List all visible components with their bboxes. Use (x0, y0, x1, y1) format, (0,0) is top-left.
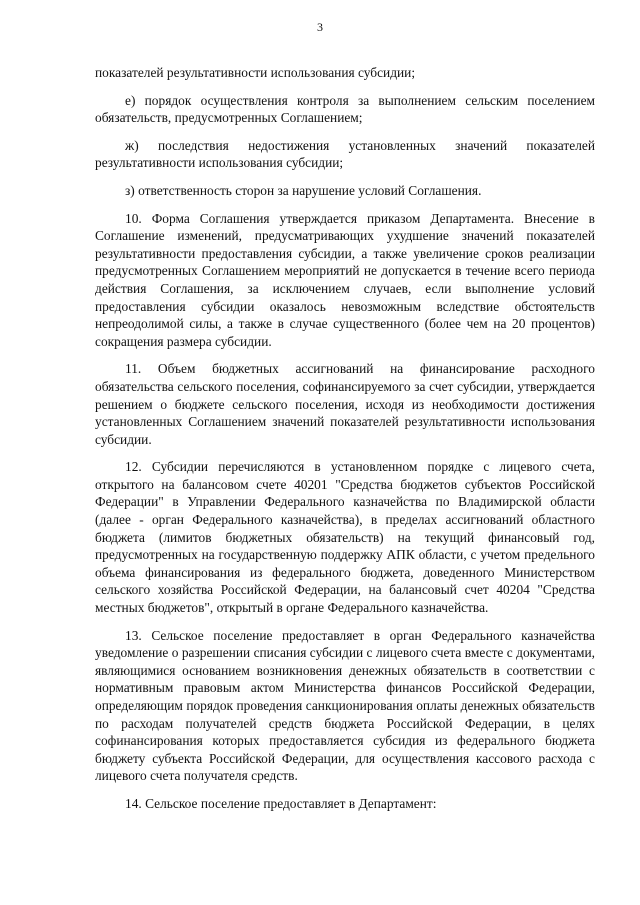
paragraph-12: 12. Субсидии перечисляются в установленном порядке с лицевого счета, открытого на балансовом счете 40201 "Средства бюджетов субъектов Российской Федерации" в Управлении Федерального казначейства по Владимирской области (далее - орган Федерального казначейства), в пределах ассигнований областного бюджета (лимитов бюджетных обязательств) на текущий финансовый год, предусмотренных на государственную поддержку АПК области, с учетом предельного объема финансирования из федерального бюджета, доведенного Министерством сельского хозяйства Российской Федерации, на балансовый счет 40204 "Средства местных бюджетов", открытый в органе Федерального казначейства. (95, 459, 595, 616)
document-body (95, 64, 595, 813)
paragraph-item-z: з) ответственность сторон за нарушение условий Соглашения. (125, 182, 482, 198)
paragraph-13: 13. Сельское поселение предоставляет в орган Федерального казначейства уведомление о разрешении списания субсидии с лицевого счета вместе с документами, являющимися основанием возникновения денежных обязательств в соответствии с нормативным правовым актом Министерства финансов Российской Федерации, определяющим порядок проведения санкционирования оплаты денежных обязательств по расходам получателей средств бюджета Российской Федерации, в целях софинансирования которых предоставляется субсидия из федерального бюджета бюджету субъекта Российской Федерации, для осуществления кассового расхода с лицевого счета получателя средств. (95, 627, 595, 784)
paragraph-continuation: показателей результативности использования субсидии; (95, 65, 416, 80)
paragraph-item-e: е) порядок осуществления контроля за выполнением сельским поселением обязательств, предусмотренных Соглашением; (95, 92, 595, 126)
paragraph-10: 10. Форма Соглашения утверждается приказом Департамента. Внесение в Соглашение изменений, предусматривающих ухудшение значений показателей результативности предоставления субсидии, а также увеличение сроков реализации предусмотренных Соглашением мероприятий не допускается в течение всего периода действия Соглашения, за исключением случаев, если выполнение условий предоставления субсидии оказалось невозможным вследствие обстоятельств непреодолимой силы, а также в случае существенного (более чем на 20 процентов) сокращения размера субсидии. (95, 210, 595, 349)
paragraph-14: 14. Сельское поселение предоставляет в Департамент: (125, 795, 437, 811)
paragraph-11: 11. Объем бюджетных ассигнований на финансирование расходного обязательства сельского поселения, софинансируемого за счет субсидии, утверждается решением о бюджете сельского поселения, исходя из необходимости достижения установленных Соглашением значений показателей результативности использования субсидии. (95, 361, 595, 447)
page-number: 3 (317, 20, 323, 34)
paragraph-item-zh: ж) последствия недостижения установленных значений показателей результативности использования субсидии; (95, 137, 595, 171)
